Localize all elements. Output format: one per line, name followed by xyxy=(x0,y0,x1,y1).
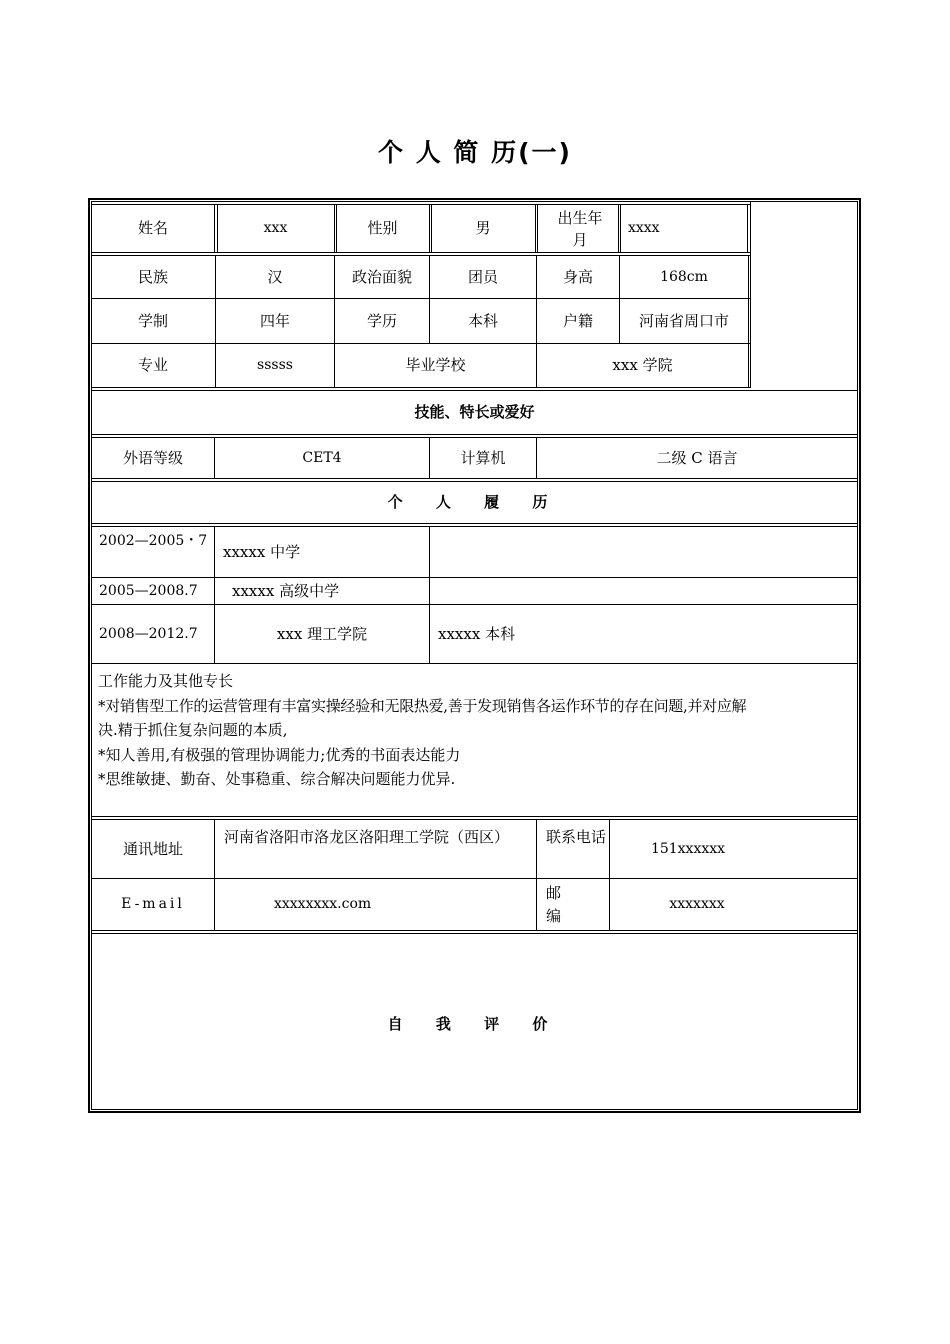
ability-line-2: 决.精于抓住复杂问题的本质, xyxy=(98,721,288,739)
ability-line-3: *知人善用,有极强的管理协调能力;优秀的书面表达能力 xyxy=(98,745,461,764)
hukou-label: 户籍 xyxy=(562,311,593,330)
lang-label: 外语等级 xyxy=(122,448,183,467)
skills-heading: 技能、特长或爱好 xyxy=(414,403,535,421)
political-label: 政治面貌 xyxy=(351,267,412,286)
birth-value: xxxx xyxy=(628,220,660,236)
gender-label: 性别 xyxy=(367,219,398,237)
zip-value: xxxxxxx xyxy=(669,896,725,912)
ability-section xyxy=(98,669,856,792)
ability-line-4: *思维敏捷、勤奋、处事稳重、综合解决问题能力优异. xyxy=(98,770,456,788)
birth-label: 出生年月 xyxy=(557,208,603,249)
ethnic-value: 汉 xyxy=(267,267,283,286)
history-period-3: 2008—2012.7 xyxy=(99,625,198,642)
computer-value: 二级 C 语言 xyxy=(656,448,738,467)
height-value: 168cm xyxy=(660,268,708,285)
history-school-3: xxx 理工学院 xyxy=(276,624,368,643)
system-label: 学制 xyxy=(137,311,168,330)
history-school-1: xxxxx 中学 xyxy=(223,542,301,561)
history-school-2: xxxxx 高级中学 xyxy=(232,581,340,600)
email-label: E-mail xyxy=(121,896,185,912)
name-label: 姓名 xyxy=(137,219,168,237)
lang-value: CET4 xyxy=(302,449,342,466)
degree-label: 学历 xyxy=(366,311,397,330)
phone-label: 联系电话 xyxy=(546,828,607,846)
political-value: 团员 xyxy=(467,267,498,286)
height-label: 身高 xyxy=(562,267,593,286)
email-value: xxxxxxxx.com xyxy=(274,896,372,912)
name-value: xxx xyxy=(263,220,288,236)
ethnic-label: 民族 xyxy=(137,267,168,286)
history-note-2 xyxy=(431,578,856,604)
ability-heading: 工作能力及其他专长 xyxy=(98,672,234,690)
self-eval-heading: 自 我 评 价 xyxy=(387,1014,562,1033)
history-heading: 个 人 履 历 xyxy=(387,493,562,511)
history-period-2: 2005—2008.7 xyxy=(99,582,198,599)
history-period-1: 2002—2005・7 xyxy=(99,533,208,549)
computer-label: 计算机 xyxy=(460,448,506,467)
page-title: 个 人 简 历(一) xyxy=(378,138,572,167)
school-value: xxx 学院 xyxy=(612,356,673,374)
ability-line-1: *对销售型工作的运营管理有丰富实操经验和无限热爱,善于发现销售各运作环节的存在问题,并对应解 xyxy=(98,696,747,715)
address-label: 通讯地址 xyxy=(122,839,183,858)
school-label: 毕业学校 xyxy=(405,356,466,374)
degree-value: 本科 xyxy=(467,311,498,330)
hukou-value: 河南省周口市 xyxy=(638,311,729,330)
phone-value: 151xxxxxx xyxy=(650,840,726,857)
system-value: 四年 xyxy=(259,311,290,330)
major-value: sssss xyxy=(257,357,293,373)
zip-label: 邮编 xyxy=(546,884,562,925)
address-value: 河南省洛阳市洛龙区洛阳理工学院（西区） xyxy=(224,828,510,846)
major-label: 专业 xyxy=(137,356,168,374)
gender-value: 男 xyxy=(475,219,491,237)
history-note-3: xxxxx 本科 xyxy=(438,624,516,643)
history-note-1 xyxy=(431,527,856,577)
